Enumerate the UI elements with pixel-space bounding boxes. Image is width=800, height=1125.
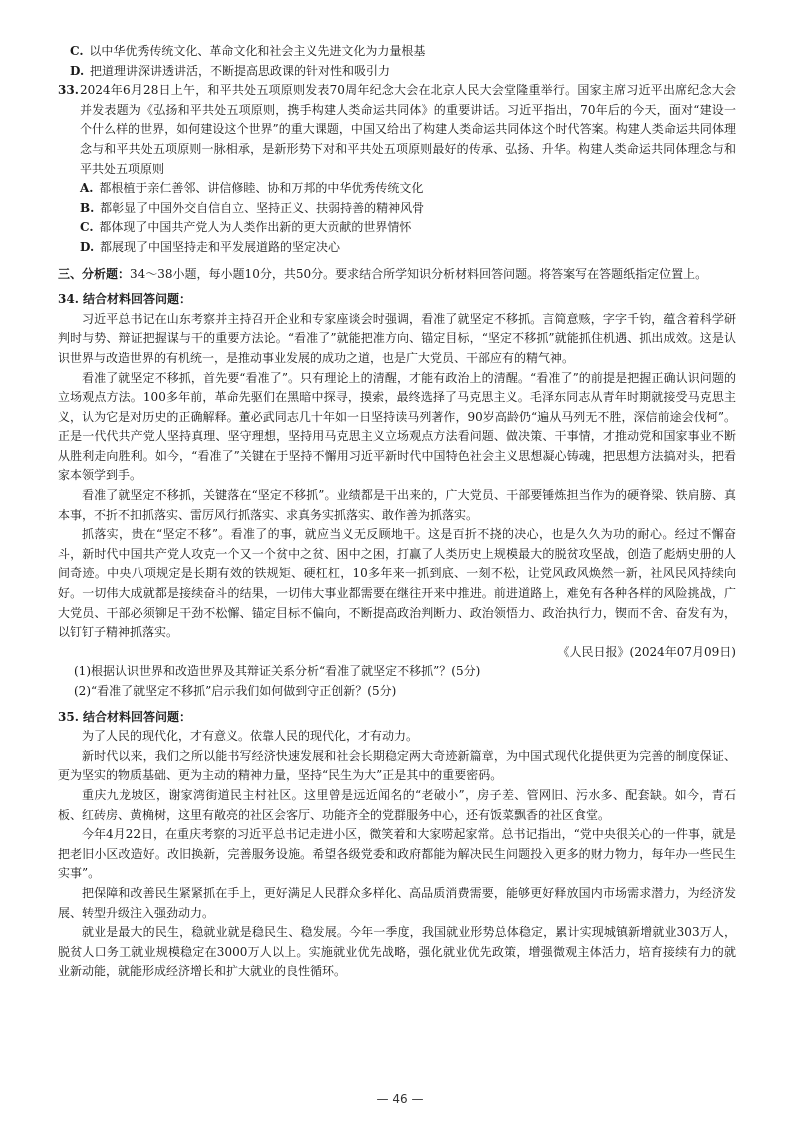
q33-option-d (80, 238, 736, 258)
q35-paragraph: 就业是最大的民生，稳就业就是稳民生、稳发展。今年一季度，我国就业形势总体稳定，累计实现城镇新增就业303万人，脱贫人口务工就业规模稳定在3000万人以上。实施就业优先战略，强化就业优先政策，增强微观主体活力，培育接续有力的就业新动能，就能形成经济增长和扩大就业的良性循环。 (58, 925, 736, 979)
q35-title: 35. 结合材料回答问题： (58, 709, 192, 724)
option-label: D. (70, 63, 85, 78)
q35-paragraph: 把保障和改善民生紧紧抓在手上，更好满足人民群众多样化、高品质消费需要，能够更好释放国内市场需求潜力，为经济发展、转型升级注入强劲动力。 (58, 885, 736, 920)
q34-paragraph: 抓落实，贵在“坚定不移”。看准了的事，就应当义无反顾地干。这是百折不挠的决心，也是久久为功的耐心。经过不懈奋斗，新时代中国共产党人攻克一个又一个贫中之贫、困中之困，打赢了人类历史上规模最大的脱贫攻坚战，创造了彪炳史册的人间奇迹。中央八项规定是长期有效的铁规矩、硬杠杠，10多年来一抓到底、一刻不松，让党风政风焕然一新，社风民风持续向好。一切伟大成就都是接续奋斗的结果，一切伟大事业都需要在继往开来中推进。前进道路上，难免有各种各样的风险挑战，广大党员、干部必须铆足干劲不松懈、锚定目标不偏向，不断提高政治判断力、政治领悟力、政治执行力，锲而不舍、奋发有为，以钉钉子精神抓落实。 (58, 527, 736, 640)
q34-subquestion-1: (1)根据认识世界和改造世界及其辩证关系分析“看准了就坚定不移抓”？(5分) (74, 664, 481, 679)
option-label: B. (80, 200, 95, 215)
option-text: 以中华优秀传统文化、革命文化和社会主义先进文化为力量根基 (89, 44, 426, 58)
option-label: C. (70, 44, 84, 58)
option-text: 都根植于亲仁善邻、讲信修睦、协和万邦的中华优秀传统文化 (99, 181, 424, 196)
option-text: 都体现了中国共产党人为人类作出新的更大贡献的世界情怀 (99, 220, 412, 235)
q35-paragraph: 新时代以来，我们之所以能书写经济快速发展和社会长期稳定两大奇迹新篇章，为中国式现代化提供更为完善的制度保证、更为坚实的物质基础、更为主动的精神力量，坚持“民生为大”正是其中的重要密码。 (58, 748, 736, 783)
section-heading: 三、分析题： (58, 266, 131, 281)
option-label: C. (80, 220, 94, 235)
q34-subquestion-2: (2)“看准了就坚定不移抓”启示我们如何做到守正创新？(5分) (74, 684, 397, 698)
option-text: 都展现了中国坚持走和平发展道路的坚定决心 (99, 239, 340, 254)
q35-paragraph: 重庆九龙坡区，谢家湾街道民主村社区。这里曾是远近闻名的“老破小”，房子差、管网旧、污水多、配套缺。如今，青石板、红砖房、黄桷树，这里有敞亮的社区会客厅、功能齐全的党群服务中心，还有饭菜飘香的社区食堂。 (58, 787, 736, 822)
q33-option-a (80, 179, 736, 199)
question-number: 33. (58, 83, 79, 98)
option-text: 都彰显了中国外交自信自立、坚持正义、扶弱持善的精神风骨 (100, 200, 425, 215)
page-number: — 46 — (376, 1092, 424, 1106)
q35-paragraph: 为了人民的现代化，才有意义。依靠人民的现代化，才有动力。 (82, 729, 419, 744)
q32-option-d (58, 62, 736, 82)
option-text: 把道理讲深讲透讲活，不断提高思政课的针对性和吸引力 (89, 63, 390, 78)
section-three-instructions (58, 265, 736, 285)
q34-paragraph: 看准了就坚定不移抓，首先要“看准了”。只有理论上的清醒，才能有政治上的清醒。“看准了”的前提是把握正确认识问题的立场观点方法。100多年前，革命先驱们在黑暗中探寻，摸索，最终选择了马克思主义。毛泽东同志从青年时期就接受马克思主义，认为它是对历史的正确解释。董必武同志几十年如一日坚持读马列著作，90岁高龄仍“遍从马列无不胜，深信前途会伐柯”。正是一代代共产党人坚持真理、坚守理想，坚持用马克思主义立场观点方法看问题、做决策、干事情，才推动党和国家事业不断从胜利走向胜利。如今，“看准了”关键在于坚持不懈用习近平新时代中国特色社会主义思想凝心铸魂，把思想方法搞对头，把看家本领学到手。 (58, 370, 736, 483)
q35-paragraph: 今年4月22日，在重庆考察的习近平总书记走进小区，微笑着和大家唠起家常。总书记指出，“党中央很关心的一件事，就是把老旧小区改造好。改旧换新，完善服务设施。希望各级党委和政府都能为解决民生问题投入更多的财力物力，每年办一些民生实事”。 (58, 827, 736, 881)
q32-option-c (58, 42, 736, 62)
q33-option-b (80, 199, 736, 219)
q34-title: 34. 结合材料回答问题： (58, 292, 192, 307)
q33-options (58, 179, 736, 257)
q34-paragraph: 习近平总书记在山东考察并主持召开企业和专家座谈会时强调，看准了就坚定不移抓。言简意赅，字字千钧，蕴含着科学研判时与势、辩证把握谋与干的重要方法论。“看准了”就能把准方向、锚定目标，“坚定不移抓”就能抓住机遇、抓出成效。这是认识世界与改造世界的有机统一，是推动事业发展的成功之道，也是广大党员、干部应有的精气神。 (58, 311, 736, 365)
section-text: 34～38小题，每小题10分，共50分。要求结合所学知识分析材料回答问题。将答案写在答题纸指定位置上。 (130, 266, 708, 281)
option-label: D. (80, 239, 95, 254)
q33-stem (58, 81, 736, 179)
option-label: A. (80, 181, 94, 196)
question-text: 2024年6月28日上午，和平共处五项原则发表70周年纪念大会在北京人民大会堂隆重举行。国家主席习近平出席纪念大会并发表题为《弘扬和平共处五项原则，携手构建人类命运共同体》的重要讲话。习近平指出，70年后的今天，面对“建设一个什么样的世界，如何建设这个世界”的重大课题，中国又给出了构建人类命运共同体这个时代答案。构建人类命运共同体理念与和平共处五项原则一脉相承，是新形势下对和平共处五项原则最好的传承、弘扬、升华。构建人类命运共同体理念与和平共处五项原则 (80, 83, 736, 176)
q33-option-c (80, 218, 736, 238)
q34-paragraph: 看准了就坚定不移抓，关键落在“坚定不移抓”。业绩都是干出来的，广大党员、干部要锤炼担当作为的硬脊梁、铁肩膀、真本事，不折不扣抓落实、雷厉风行抓落实、求真务实抓落实、敢作善为抓落实。 (58, 488, 736, 522)
q34-source: 《人民日报》(2024年07月09日) (557, 644, 736, 659)
